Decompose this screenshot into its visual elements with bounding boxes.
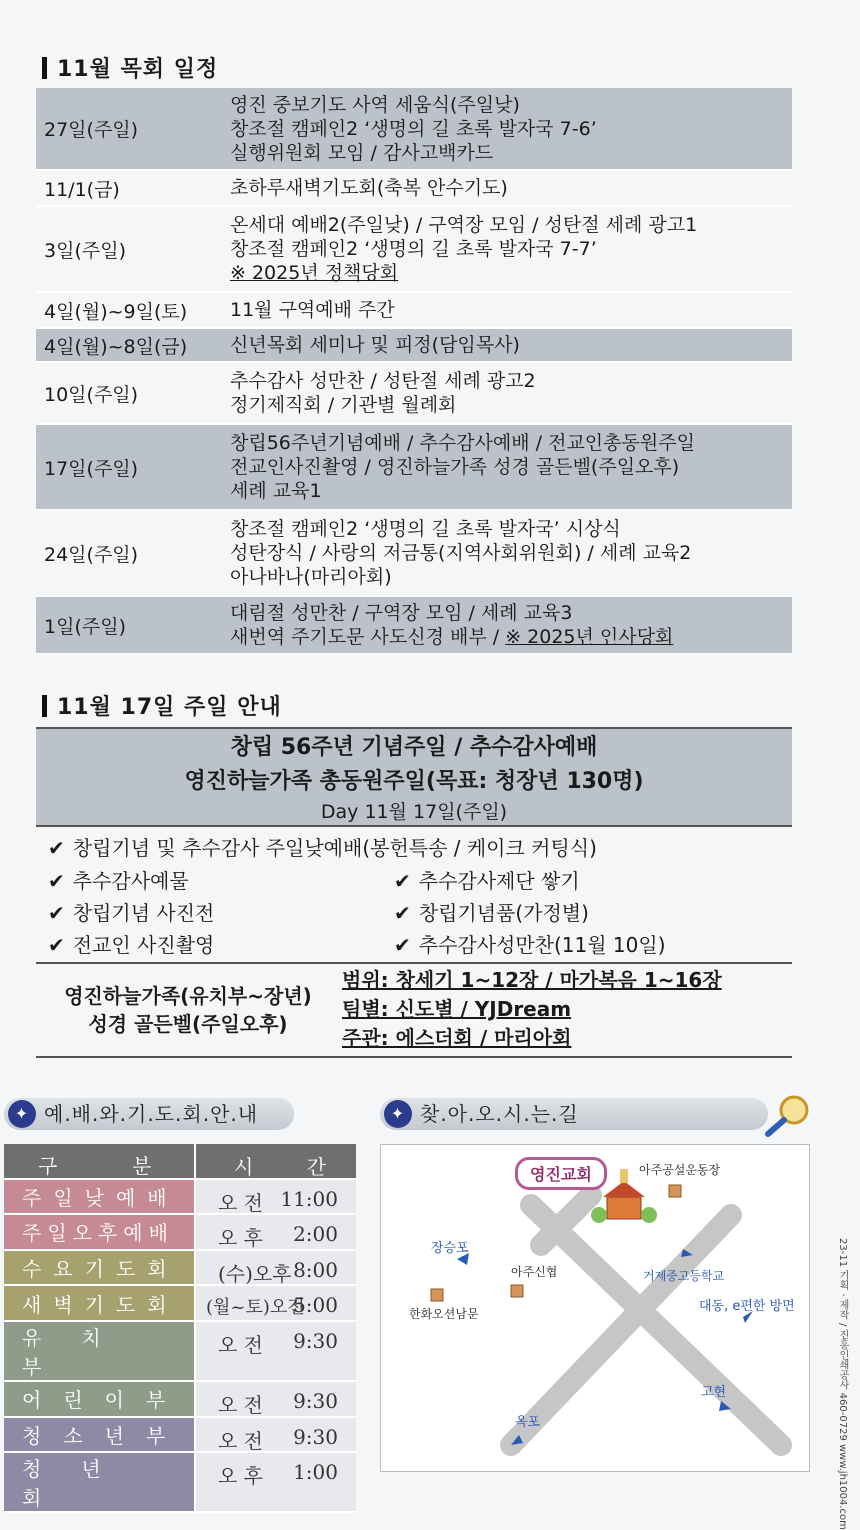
table-row: 17일(주일) 창립56주년기념예배 / 추수감사예배 / 전교인총동원주일 전교인사진촬영 / 영진하늘가족 성경 골든벨(주일오후) 세례 교육1	[36, 424, 792, 510]
sunday-notice-box: 창립 56주년 기념주일 / 추수감사예배 영진하늘가족 총동원주일(목표: 청장년 130명) Day 11월 17일(주일)	[36, 727, 792, 827]
table-row: 4일(월)~8일(금) 신년목회 세미나 및 피정(담임목사)	[36, 328, 792, 362]
table-row: 어린이부 오 전 9:30	[4, 1381, 356, 1417]
check-icon: ✔	[48, 869, 65, 893]
check-item: ✔ 추수감사예물	[48, 869, 189, 893]
directions-map	[380, 1144, 810, 1472]
check-item: ✔ 창립기념 사진전	[48, 901, 215, 925]
check-icon: ✔	[394, 933, 411, 957]
check-item: ✔ 추수감사제단 쌓기	[394, 869, 580, 893]
section-title-sunday-guide: 11월 17일 주일 안내	[42, 690, 282, 721]
table-row: 10일(주일) 추수감사 성만찬 / 성탄절 세례 광고2 정기제직회 / 기관별 월례회	[36, 362, 792, 424]
schedule-table	[36, 88, 792, 655]
map-label: 옥포	[515, 1415, 541, 1430]
check-icon: ✔	[48, 933, 65, 957]
map-label: 아주공설운동장	[639, 1163, 721, 1177]
table-row: 청소년부 오 전 9:30	[4, 1417, 356, 1453]
table-row: 24일(주일) 창조절 캠페인2 ‘생명의 길 초록 발자국’ 시상식 성탄장식 / 사랑의 저금통(지역사회위원회) / 세례 교육2 아나바나(마리아회)	[36, 510, 792, 596]
table-row: 새벽기도회 (월~토)오전 5:00	[4, 1285, 356, 1321]
check-item: ✔ 창립기념품(가정별)	[394, 901, 589, 925]
table-row: 주일오후예배 오 후 2:00	[4, 1214, 356, 1250]
map-label: 대동, e편한 방면	[699, 1299, 795, 1314]
map-label: 거제중고등학교	[643, 1269, 725, 1283]
check-icon: ✔	[48, 901, 65, 925]
map-label: 아주신협	[511, 1265, 558, 1279]
table-row: 4일(월)~9일(토) 11월 구역예배 주간	[36, 292, 792, 328]
check-icon: ✔	[394, 901, 411, 925]
map-label: 장승포	[431, 1241, 469, 1256]
map-label: 고현	[701, 1385, 727, 1400]
table-row: 유치부 오 전 9:30	[4, 1321, 356, 1381]
table-row: 주일낮예배 오 전 11:00	[4, 1179, 356, 1215]
check-item: ✔ 전교인 사진촬영	[48, 933, 215, 957]
table-row: 3일(주일) 온세대 예배2(주일낮) / 구역장 모임 / 성탄절 세례 광고1 창조절 캠페인2 ‘생명의 길 초록 발자국 7-7’ ※ 2025년 정책당회	[36, 206, 792, 292]
magnifier-icon	[760, 1092, 820, 1138]
church-label: 영진교회	[515, 1157, 607, 1190]
table-row: 청년회 오 후 1:00	[4, 1452, 356, 1512]
directions-banner: ✦ 찾.아.오.시.는.길	[380, 1098, 768, 1130]
golden-bell-box: 영진하늘가족(유치부~장년) 성경 골든벨(주일오후) 범위: 창세기 1~12장 / 마가복음 1~16장 팀별: 신도별 / YJDream 주관: 에스더회 / 마리아회	[36, 962, 792, 1058]
dove-icon: ✦	[384, 1100, 412, 1128]
map-label: 한화오션남문	[409, 1307, 479, 1321]
check-icon: ✔	[394, 869, 411, 893]
worship-banner: ✦ 예.배.와.기.도.회.안.내	[4, 1098, 294, 1130]
table-row: 27일(주일) 영진 중보기도 사역 세움식(주일낮) 창조절 캠페인2 ‘생명의 길 초록 발자국 7-6’ 실행위원회 모임 / 감사고백카드	[36, 88, 792, 170]
check-icon: ✔	[48, 836, 65, 860]
section-title-schedule: 11월 목회 일정	[42, 52, 218, 83]
table-row: 수요기도회 (수)오후 8:00	[4, 1250, 356, 1286]
table-row: 1일(주일) 대림절 성만찬 / 구역장 모임 / 세례 교육3 새번역 주기도문 사도신경 배부 / ※ 2025년 인사당회	[36, 596, 792, 654]
table-header: 구 분 시 간	[4, 1144, 356, 1179]
worship-time-table	[4, 1144, 356, 1513]
check-item: ✔ 추수감사성만찬(11월 10일)	[394, 933, 666, 957]
dove-icon: ✦	[8, 1100, 36, 1128]
check-item: ✔ 창립기념 및 추수감사 주일낮예배(봉헌특송 / 케이크 커팅식)	[48, 836, 597, 860]
table-row: 11/1(금) 초하루새벽기도회(축복 안수기도)	[36, 170, 792, 206]
printer-credit: 23-11 기획 · 제작 / 진흥인쇄공사 460-0729 www.jh1004.com	[837, 1238, 848, 1530]
